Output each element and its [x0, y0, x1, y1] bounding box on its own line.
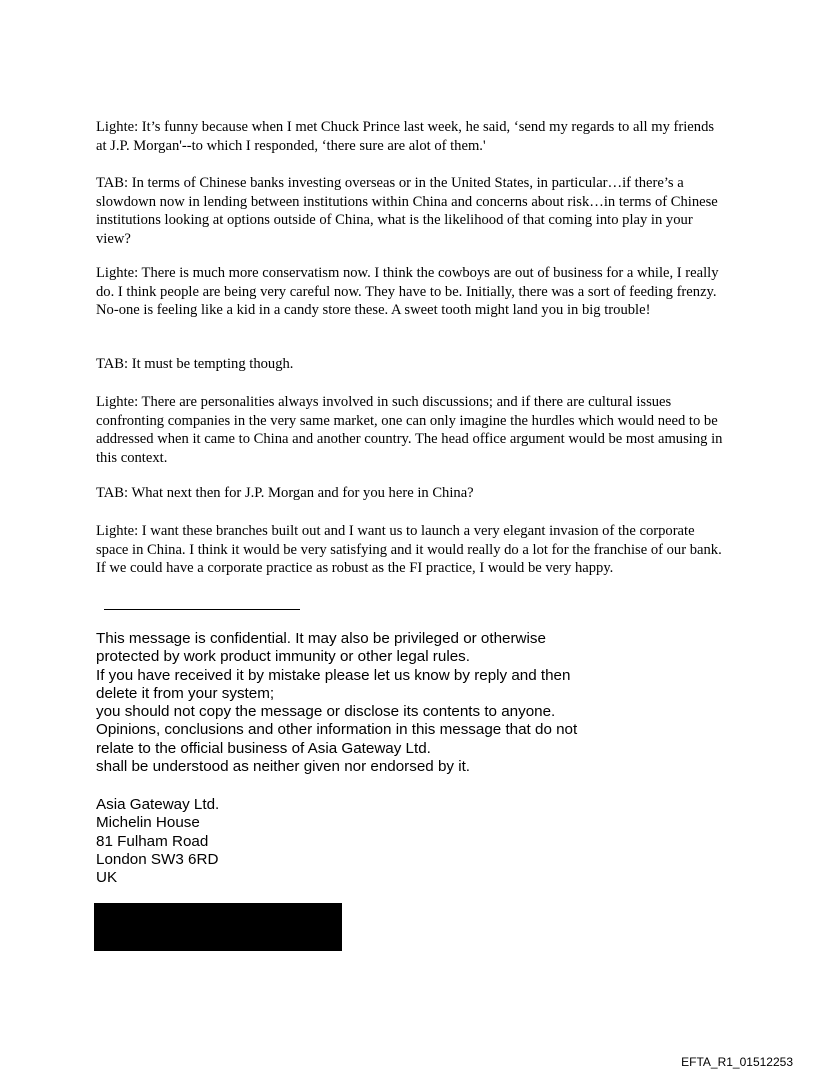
- disclaimer-line: protected by work product immunity or other legal rules.: [96, 648, 470, 666]
- transcript-paragraph: [96, 393, 728, 467]
- disclaimer-line: relate to the official business of Asia Gateway Ltd.: [96, 739, 431, 757]
- paragraph-text: Lighte: I want these branches built out and I want us to launch a very elegant invasion of the corporate space in China. I think it would be very satisfying and it would really do a lot for the franchise of our bank. If we could have a corporate practice as robust as the FI practice, I would be very happy.: [96, 523, 722, 576]
- paragraph-text: TAB: It must be tempting though.: [96, 356, 294, 372]
- paragraph-text: Lighte: There are personalities always involved in such discussions; and if there are cultural issues confronting companies in the very same market, one can only imagine the hurdles which would need to be addressed when it came to China and another country. The head office argument would be most amusing in this context.: [96, 394, 723, 466]
- address-line: 81 Fulham Road: [96, 832, 209, 850]
- transcript-paragraph: [96, 522, 728, 578]
- disclaimer-line: you should not copy the message or disclose its contents to anyone.: [96, 703, 556, 721]
- disclaimer-line: delete it from your system;: [96, 684, 275, 702]
- redaction-block: [94, 903, 342, 951]
- company-address: [96, 796, 656, 887]
- disclaimer-line: If you have received it by mistake please let us know by reply and then: [96, 666, 571, 684]
- signature-divider: [104, 609, 300, 610]
- disclaimer-line: shall be understood as neither given nor endorsed by it.: [96, 758, 471, 776]
- disclaimer-line: Opinions, conclusions and other information in this message that do not: [96, 721, 578, 739]
- transcript-paragraph: [96, 264, 728, 320]
- paragraph-text: Lighte: There is much more conservatism now. I think the cowboys are out of business for a while, I really do. I think people are being very careful now. They have to be. Initially, there was a sort of feeding frenzy. No-one is feeling like a kid in a candy store these. A sweet tooth might land you in big trouble!: [96, 265, 719, 318]
- paragraph-text: TAB: What next then for J.P. Morgan and for you here in China?: [96, 485, 474, 501]
- transcript-paragraph: [96, 355, 728, 374]
- address-line: London SW3 6RD: [96, 850, 219, 868]
- transcript-paragraph: [96, 174, 728, 248]
- transcript-paragraph: [96, 484, 728, 503]
- document-id: EFTA_R1_01512253: [681, 1055, 793, 1069]
- confidentiality-disclaimer: [96, 630, 656, 776]
- address-line: UK: [96, 869, 118, 887]
- paragraph-text: TAB: In terms of Chinese banks investing overseas or in the United States, in particular…if there’s a slowdown now in lending between institutions within China and concerns about risk…in terms of Chinese institutions looking at options outside of China, what is the likelihood of that coming into play in your view?: [96, 175, 718, 247]
- address-line: Michelin House: [96, 814, 200, 832]
- paragraph-text: Lighte: It’s funny because when I met Chuck Prince last week, he said, ‘send my regards to all my friends at J.P. Morgan'--to which I responded, ‘there sure are alot of them.': [96, 119, 715, 154]
- disclaimer-line: This message is confidential. It may also be privileged or otherwise: [96, 630, 546, 647]
- transcript-paragraph: [96, 118, 728, 155]
- address-line: Asia Gateway Ltd.: [96, 796, 220, 813]
